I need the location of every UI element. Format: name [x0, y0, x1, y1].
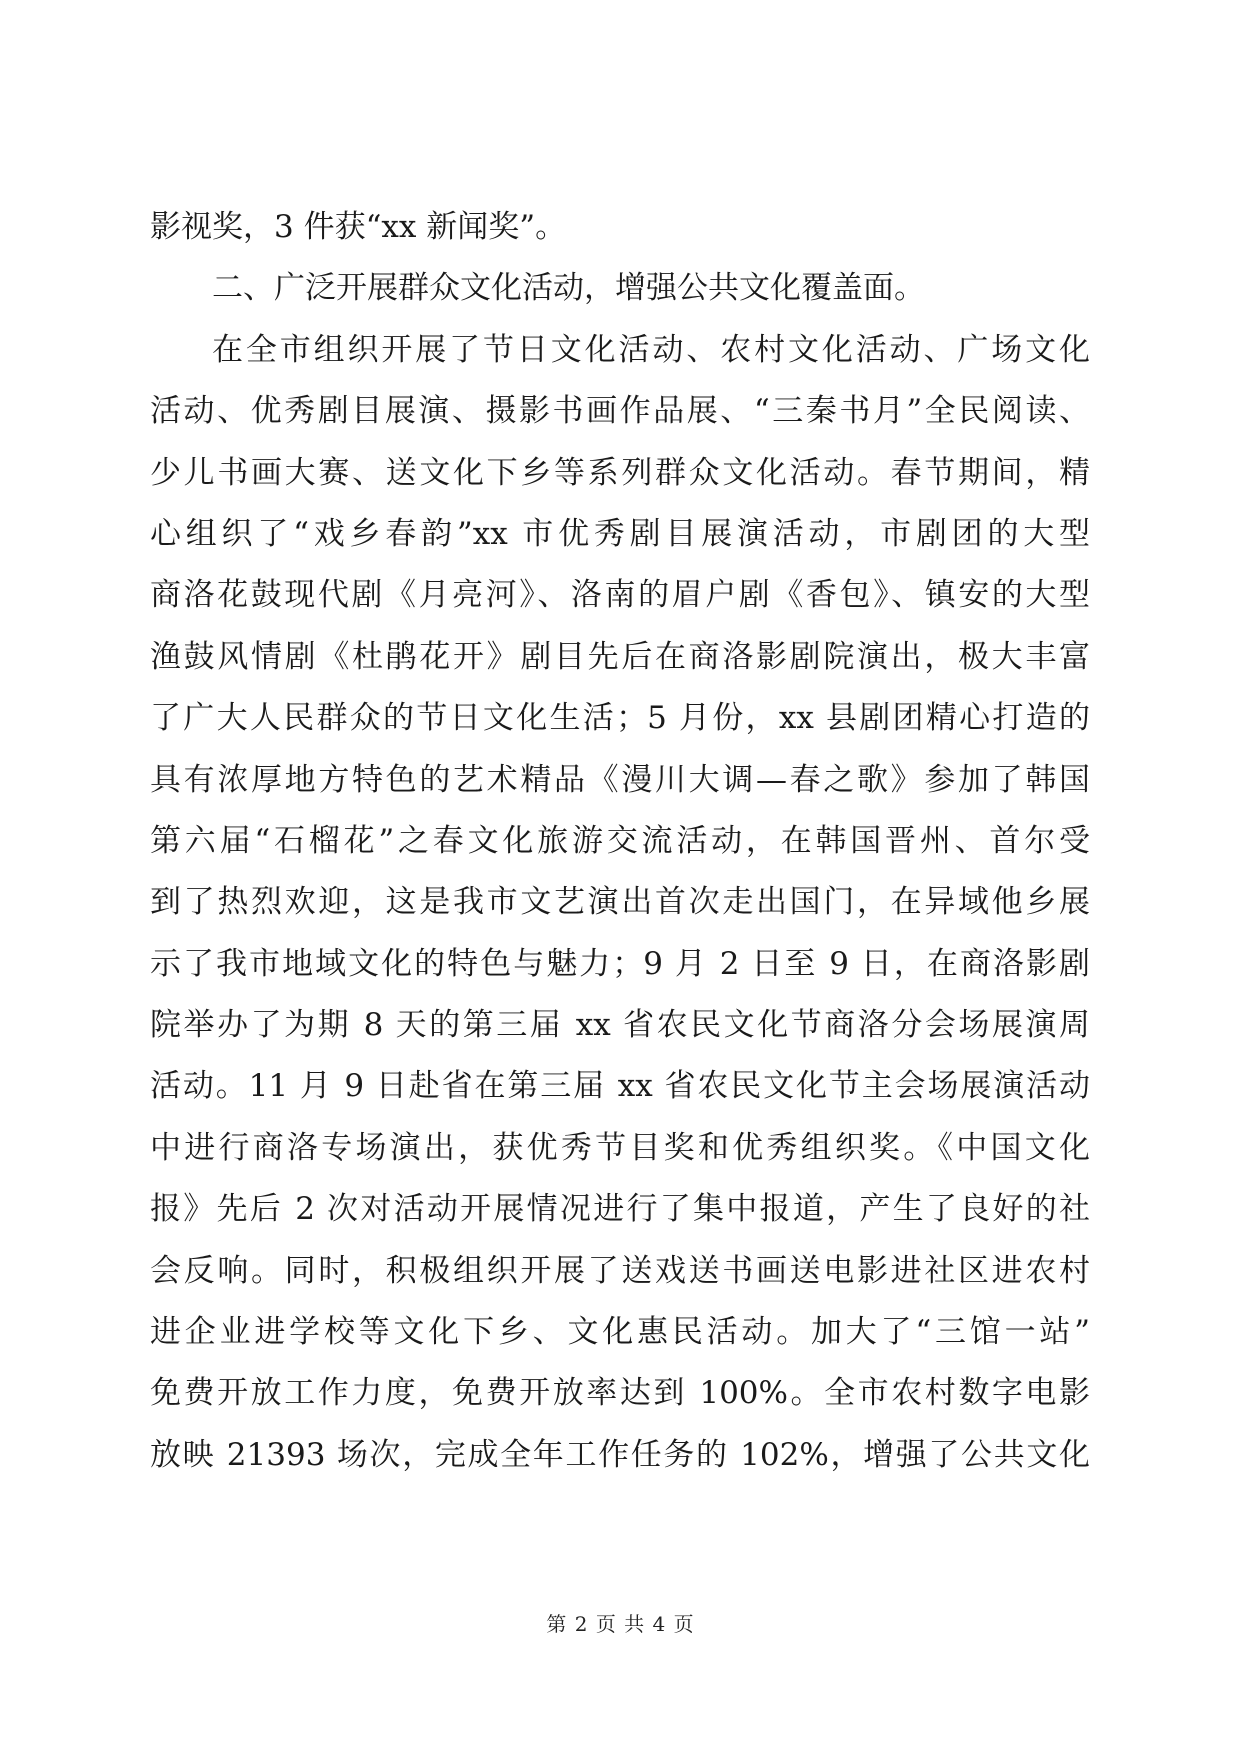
paragraph-line: 在全市组织开展了节日文化活动、农村文化活动、广场文化 [212, 331, 1090, 368]
paragraph-line: 中进行商洛专场演出，获优秀节目奖和优秀组织奖。《中国文化 [150, 1129, 1090, 1166]
paragraph-line: 会反响。同时，积极组织开展了送戏送书画送电影进社区进农村 [150, 1252, 1090, 1289]
paragraph-line: 商洛花鼓现代剧《月亮河》、洛南的眉户剧《香包》、镇安的大型 [150, 577, 1090, 614]
body-text [150, 197, 1090, 1486]
paragraph-line: 心组织了“戏乡春韵”xx 市优秀剧目展演活动，市剧团的大型 [150, 515, 1090, 552]
paragraph-line: 活动、优秀剧目展演、摄影书画作品展、“三秦书月”全民阅读、 [150, 393, 1090, 430]
paragraph-line: 报》先后 2 次对活动开展情况进行了集中报道，产生了良好的社 [150, 1191, 1090, 1228]
paragraph-line: 第六届“石榴花”之春文化旅游交流活动，在韩国晋州、首尔受 [150, 822, 1090, 859]
paragraph-line: 渔鼓风情剧《杜鹃花开》剧目先后在商洛影剧院演出，极大丰富 [150, 638, 1090, 675]
paragraph-line: 了广大人民群众的节日文化生活；5 月份，xx 县剧团精心打造的 [150, 700, 1090, 737]
paragraph-line: 到了热烈欢迎，这是我市文艺演出首次走出国门，在异域他乡展 [150, 884, 1090, 921]
paragraph-line: 院举办了为期 8 天的第三届 xx 省农民文化节商洛分会场展演周 [150, 1007, 1090, 1044]
paragraph-line: 影视奖，3 件获“xx 新闻奖”。 [150, 209, 567, 245]
paragraph-line: 进企业进学校等文化下乡、文化惠民活动。加大了“三馆一站” [150, 1314, 1090, 1351]
paragraph-line: 免费开放工作力度，免费开放率达到 100%。全市农村数字电影 [150, 1375, 1090, 1412]
paragraph-line: 示了我市地域文化的特色与魅力；9 月 2 日至 9 日，在商洛影剧 [150, 945, 1090, 982]
page-number-footer: 第 2 页 共 4 页 [546, 1612, 695, 1636]
section-heading: 二、广泛开展群众文化活动，增强公共文化覆盖面。 [212, 270, 925, 307]
paragraph-line: 少儿书画大赛、送文化下乡等系列群众文化活动。春节期间，精 [150, 454, 1090, 491]
paragraph-line: 活动。11 月 9 日赴省在第三届 xx 省农民文化节主会场展演活动 [150, 1068, 1090, 1105]
paragraph-line: 具有浓厚地方特色的艺术精品《漫川大调—春之歌》参加了韩国 [150, 761, 1090, 798]
paragraph-line: 放映 21393 场次，完成全年工作任务的 102%，增强了公共文化 [150, 1436, 1090, 1473]
